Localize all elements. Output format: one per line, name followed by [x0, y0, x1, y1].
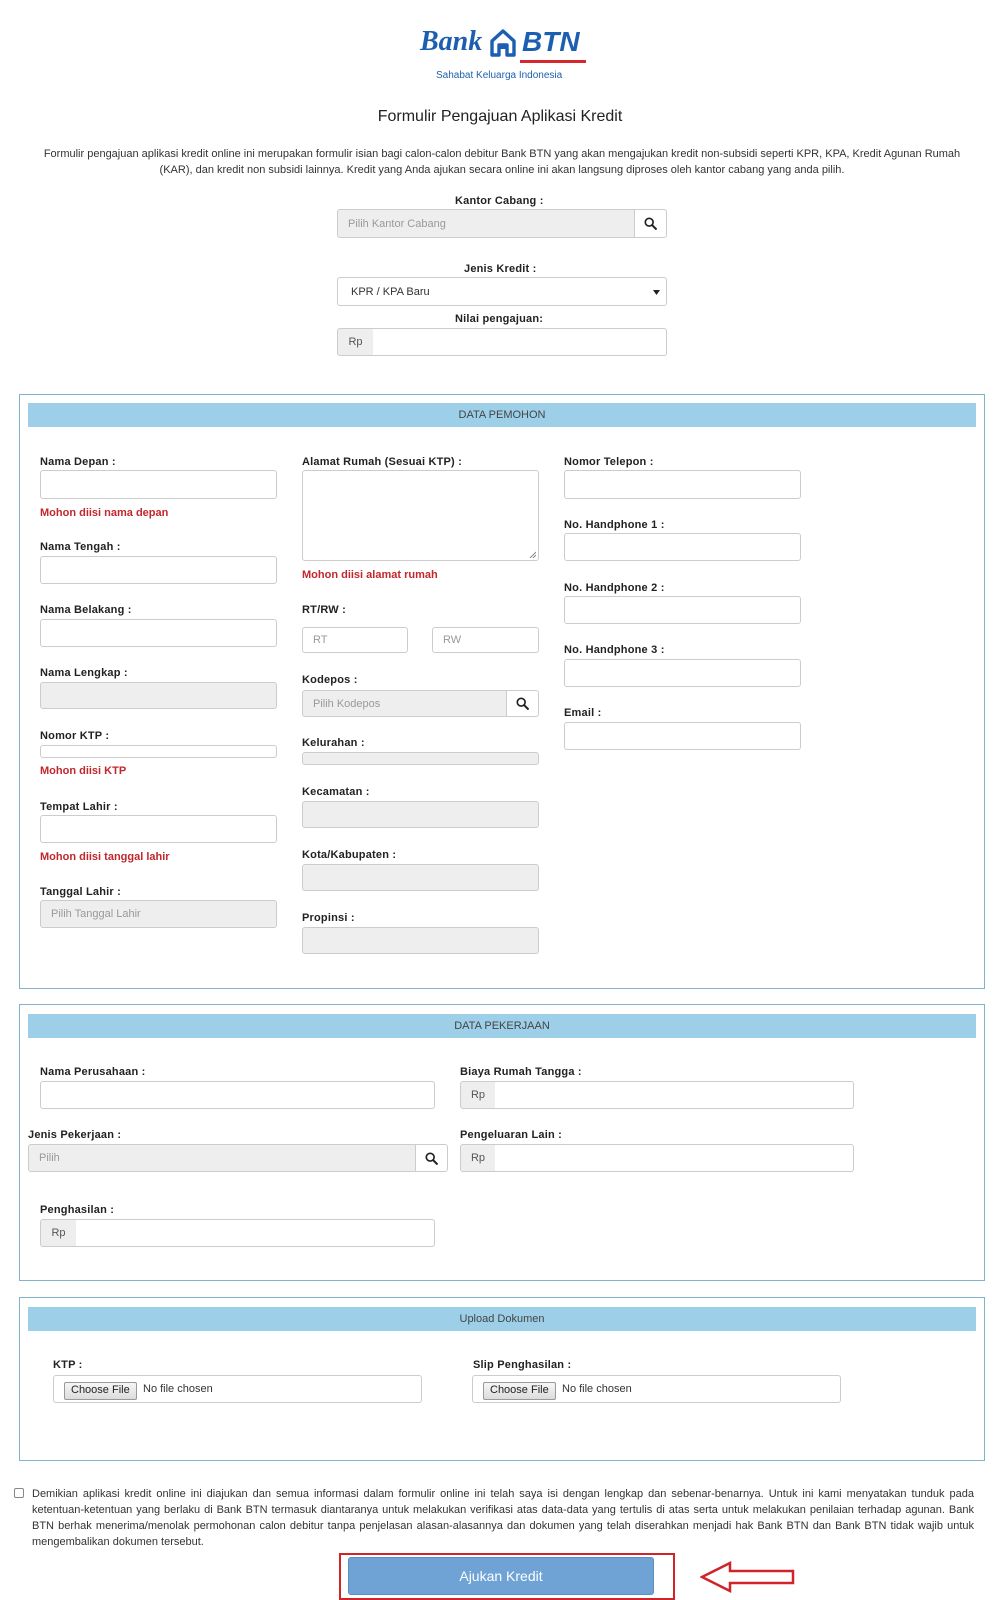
- nomor-ktp-input[interactable]: [40, 745, 277, 758]
- tanggal-lahir-placeholder: Pilih Tanggal Lahir: [51, 908, 141, 920]
- tempat-lahir-input[interactable]: [40, 815, 277, 843]
- nama-perusahaan-input[interactable]: [40, 1081, 435, 1109]
- slip-file-input[interactable]: [472, 1375, 841, 1403]
- search-icon: [644, 217, 657, 230]
- page-title: Formulir Pengajuan Aplikasi Kredit: [377, 108, 623, 125]
- nama-tengah-input[interactable]: [40, 556, 277, 584]
- nomor-ktp-label: Nomor KTP :: [40, 730, 110, 742]
- tanggal-lahir-input[interactable]: [40, 900, 277, 928]
- ktp-choose-file-button[interactable]: Choose File: [64, 1382, 137, 1400]
- rt-placeholder: RT: [313, 634, 328, 646]
- rw-input[interactable]: [432, 627, 539, 653]
- ktp-file-input[interactable]: [53, 1375, 422, 1403]
- tempat-lahir-label: Tempat Lahir :: [40, 801, 118, 813]
- rw-placeholder: RW: [443, 634, 462, 646]
- nama-depan-error: Mohon diisi nama depan: [40, 507, 169, 519]
- alamat-error: Mohon diisi alamat rumah: [302, 569, 438, 581]
- house-logo-icon: [488, 27, 518, 57]
- search-icon: [516, 697, 529, 710]
- email-input[interactable]: [564, 722, 801, 750]
- agreement-checkbox[interactable]: [14, 1488, 24, 1498]
- nama-lengkap-label: Nama Lengkap :: [40, 667, 128, 679]
- biaya-rumah-tangga-input[interactable]: [495, 1081, 854, 1109]
- penghasilan-label: Penghasilan :: [40, 1204, 115, 1216]
- handphone-3-label: No. Handphone 3 :: [564, 644, 665, 656]
- kelurahan-input: [302, 752, 539, 765]
- nama-depan-label: Nama Depan :: [40, 456, 116, 468]
- handphone-2-input[interactable]: [564, 596, 801, 624]
- nama-perusahaan-label: Nama Perusahaan :: [40, 1066, 146, 1078]
- intro-text: Formulir pengajuan aplikasi kredit online ini merupakan formulir isian bagi calon-calon debitur Bank BTN yang akan mengajukan kredit non-subsidi seperti KPR, KPA, Kredit Agunan Rumah (KAR), dan kredit non subsidi lainnya. Kredit yang Anda ajukan secara online ini akan langsung diproses oleh kantor cabang yang anda pilih.: [43, 148, 961, 176]
- kota-input: [302, 864, 539, 891]
- nama-belakang-input[interactable]: [40, 619, 277, 647]
- ajukan-kredit-button[interactable]: Ajukan Kredit: [348, 1557, 654, 1595]
- email-label: Email :: [564, 707, 602, 719]
- logo-text-btn: BTN: [522, 26, 580, 57]
- slip-no-file-text: No file chosen: [562, 1383, 632, 1395]
- jenis-pekerjaan-placeholder: Pilih: [39, 1152, 60, 1164]
- biaya-rumah-tangga-label: Biaya Rumah Tangga :: [460, 1066, 582, 1078]
- slip-choose-file-button[interactable]: Choose File: [483, 1382, 556, 1400]
- kantor-cabang-label: Kantor Cabang :: [455, 195, 544, 207]
- jenis-kredit-value: KPR / KPA Baru: [351, 285, 430, 298]
- tanggal-lahir-label: Tanggal Lahir :: [40, 886, 122, 898]
- rp-addon: Rp: [337, 328, 374, 356]
- penghasilan-rp-addon: Rp: [40, 1219, 77, 1247]
- nomor-ktp-error: Mohon diisi KTP: [40, 765, 127, 777]
- rtrw-label: RT/RW :: [302, 604, 346, 616]
- biaya-rumah-rp-addon: Rp: [460, 1081, 496, 1109]
- arrow-left-annotation-icon: [700, 1561, 796, 1593]
- jenis-pekerjaan-input[interactable]: [28, 1144, 416, 1172]
- kantor-cabang-input[interactable]: [337, 209, 635, 238]
- jenis-kredit-select[interactable]: [337, 277, 667, 306]
- kantor-cabang-search-button[interactable]: [634, 209, 667, 238]
- upload-dokumen-header: Upload Dokumen: [28, 1307, 976, 1331]
- ktp-no-file-text: No file chosen: [143, 1383, 213, 1395]
- bank-btn-logo: [420, 26, 590, 84]
- ktp-upload-label: KTP :: [53, 1359, 83, 1371]
- data-pekerjaan-header: DATA PEKERJAAN: [28, 1014, 976, 1038]
- propinsi-label: Propinsi :: [302, 912, 355, 924]
- jenis-pekerjaan-search-button[interactable]: [415, 1144, 448, 1172]
- kelurahan-label: Kelurahan :: [302, 737, 365, 749]
- kodepos-input[interactable]: [302, 690, 507, 717]
- tanggal-lahir-error: Mohon diisi tanggal lahir: [40, 851, 170, 863]
- kota-label: Kota/Kabupaten :: [302, 849, 397, 861]
- search-icon: [425, 1152, 438, 1165]
- jenis-pekerjaan-label: Jenis Pekerjaan :: [28, 1129, 122, 1141]
- handphone-3-input[interactable]: [564, 659, 801, 687]
- logo-swoosh: [520, 60, 586, 63]
- logo-tagline: Sahabat Keluarga Indonesia: [436, 70, 563, 81]
- alamat-textarea[interactable]: [302, 470, 539, 561]
- slip-penghasilan-label: Slip Penghasilan :: [473, 1359, 572, 1371]
- nama-belakang-label: Nama Belakang :: [40, 604, 132, 616]
- rt-input[interactable]: [302, 627, 408, 653]
- propinsi-input: [302, 927, 539, 954]
- nilai-pengajuan-label: Nilai pengajuan:: [455, 313, 544, 325]
- handphone-2-label: No. Handphone 2 :: [564, 582, 665, 594]
- kodepos-search-button[interactable]: [506, 690, 539, 717]
- nama-lengkap-input: [40, 682, 277, 709]
- nomor-telepon-label: Nomor Telepon :: [564, 456, 654, 468]
- jenis-kredit-label: Jenis Kredit :: [464, 263, 537, 275]
- nilai-pengajuan-input[interactable]: [373, 328, 667, 356]
- pengeluaran-lain-label: Pengeluaran Lain :: [460, 1129, 563, 1141]
- kodepos-placeholder: Pilih Kodepos: [313, 697, 381, 710]
- handphone-1-input[interactable]: [564, 533, 801, 561]
- alamat-label: Alamat Rumah (Sesuai KTP) :: [302, 456, 463, 468]
- pengeluaran-lain-input[interactable]: [495, 1144, 854, 1172]
- kantor-cabang-placeholder: Pilih Kantor Cabang: [348, 217, 446, 230]
- kecamatan-label: Kecamatan :: [302, 786, 370, 798]
- logo-text-bank: Bank: [420, 26, 483, 57]
- pengeluaran-rp-addon: Rp: [460, 1144, 496, 1172]
- penghasilan-input[interactable]: [76, 1219, 435, 1247]
- handphone-1-label: No. Handphone 1 :: [564, 519, 665, 531]
- resize-handle-icon[interactable]: [529, 551, 536, 558]
- kecamatan-input: [302, 801, 539, 828]
- kodepos-label: Kodepos :: [302, 674, 358, 686]
- nama-tengah-label: Nama Tengah :: [40, 541, 121, 553]
- dropdown-arrow-icon: [653, 290, 660, 295]
- nomor-telepon-input[interactable]: [564, 470, 801, 499]
- data-pemohon-header: DATA PEMOHON: [28, 403, 976, 427]
- declaration-text: Demikian aplikasi kredit online ini diajukan dan semua informasi dalam formulir online ini telah saya isi dengan lengkap dan sebenar-benarnya. Untuk ini kami menyatakan tunduk pada ketentuan-ketentuan yang berlaku di Bank BTN termasuk diantaranya untuk melakukan verifikasi atas data-data yang tertulis di atas serta untuk melakukan penilaian terhadap agunan. Bank BTN berhak menerima/menolak permohonan calon debitur tanpa penjelasan alasan-alasannya dan dokumen yang telah diserahkan menjadi hak Bank BTN dan Bank BTN tidak wajib untuk mengembalikan dokumen tersebut.: [32, 1488, 974, 1548]
- nama-depan-input[interactable]: [40, 470, 277, 499]
